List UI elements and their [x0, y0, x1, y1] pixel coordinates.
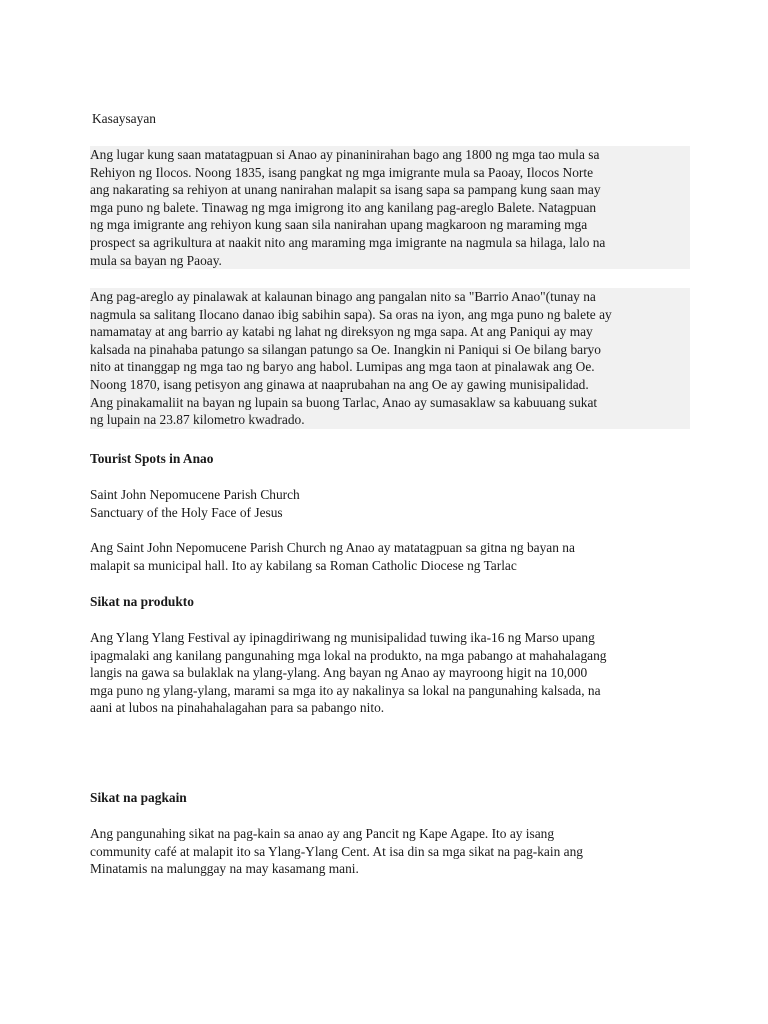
paragraph-line: aani at lubos na pinahahalagahan para sa pabango nito.: [90, 700, 385, 716]
paragraph-line: Ang pangunahing sikat na pag-kain sa anao ay ang Pancit ng Kape Agape. Ito ay isang: [90, 826, 555, 841]
paragraph-line: Rehiyon ng Ilocos. Noong 1835, isang pangkat ng mga imigrante mula sa Paoay, Ilocos Norte: [90, 164, 690, 182]
paragraph-line: prospect sa agrikultura at naakit nito ang maraming mga imigrante na nagmula sa hilaga, lalo na: [90, 234, 690, 252]
paragraph-line: Ang pag-areglo ay pinalawak at kalaunan binago ang pangalan nito sa "Barrio Anao"(tunay na: [90, 288, 690, 306]
heading-text: Sikat na pagkain: [90, 790, 187, 805]
paragraph-line: community café at malapit ito sa Ylang-Ylang Cent. At isa din sa mga sikat na pag-kain ang: [90, 843, 583, 859]
paragraph-line: malapit sa municipal hall. Ito ay kabilang sa Roman Catholic Diocese ng Tarlac: [90, 557, 517, 573]
heading-sikat-na-produkto: [90, 593, 690, 611]
list-item: Saint John Nepomucene Parish Church: [90, 487, 300, 502]
paragraph-line: mula sa bayan ng Paoay.: [90, 252, 690, 270]
paragraph-line: Ang lugar kung saan matatagpuan si Anao ay pinaninirahan bago ang 1800 ng mga tao mula sa: [90, 146, 690, 164]
paragraph-history-1: [90, 146, 690, 269]
paragraph-history-2: [90, 288, 690, 429]
paragraph-line: ang nakarating sa rehiyon at unang nanirahan malapit sa isang sapa sa pampang kung saan may: [90, 181, 690, 199]
paragraph-line: Minatamis na malunggay na may kasamang mani.: [90, 861, 359, 877]
paragraph-line: ipagmalaki ang kanilang pangunahing mga lokal na produkto, na mga pabango at mahahalagang: [90, 647, 607, 663]
paragraph-line: Ang Saint John Nepomucene Parish Church ng Anao ay matatagpuan sa gitna ng bayan na: [90, 540, 575, 555]
paragraph-line: ng mga imigrante ang rehiyon kung saan sila nanirahan upang magkaroon ng maraming mga: [90, 216, 690, 234]
paragraph-line: mga puno ng ylang-ylang, marami sa mga ito ay nakalinya sa lokal na pangunahing kalsada, na: [90, 682, 601, 698]
heading-text: Tourist Spots in Anao: [90, 451, 214, 466]
paragraph-line: langis na gawa sa bulaklak na ylang-ylang. Ang bayan ng Anao ay mayroong higit na 10,000: [90, 665, 588, 681]
tourist-spots-list: [90, 486, 690, 521]
title-text: Kasaysayan: [92, 111, 156, 126]
paragraph-line: nagmula sa salitang Ilocano danao ibig sabihin sapa). Sa oras na iyon, ang mga puno ng balete ay: [90, 306, 690, 324]
paragraph-line: mga puno ng balete. Tinawag ng mga imigrong ito ang kanilang pag-areglo Balete. Natagpuan: [90, 199, 690, 217]
paragraph-line: Noong 1870, isang petisyon ang ginawa at naaprubahan na ang Oe ay gawing munisipalidad.: [90, 376, 690, 394]
paragraph-ylang-ylang: [90, 629, 690, 717]
paragraph-line: namamatay at ang barrio ay katabi ng lahat ng direksyon ng mga sapa. At ang Paniqui ay may: [90, 323, 690, 341]
heading-sikat-na-pagkain: [90, 789, 690, 807]
section-title-kasaysayan: [92, 110, 692, 128]
paragraph-food: [90, 825, 690, 878]
list-item: Sanctuary of the Holy Face of Jesus: [90, 504, 283, 520]
heading-text: Sikat na produkto: [90, 594, 194, 609]
paragraph-line: Ang Ylang Ylang Festival ay ipinagdiriwang ng munisipalidad tuwing ika-16 ng Marso upang: [90, 630, 595, 645]
paragraph-line: nito at tinanggap ng mga tao ng baryo ang habol. Lumipas ang mga taon at pinalawak ang Oe.: [90, 358, 690, 376]
paragraph-line: ng lupain na 23.87 kilometro kwadrado.: [90, 411, 690, 429]
paragraph-church: [90, 539, 690, 574]
paragraph-line: Ang pinakamaliit na bayan ng lupain sa buong Tarlac, Anao ay sumasaklaw sa kabuuang sukat: [90, 394, 690, 412]
heading-tourist-spots: [90, 450, 690, 468]
paragraph-line: kalsada na pinahaba patungo sa silangan patungo sa Oe. Inangkin ni Paniqui si Oe bilang baryo: [90, 341, 690, 359]
